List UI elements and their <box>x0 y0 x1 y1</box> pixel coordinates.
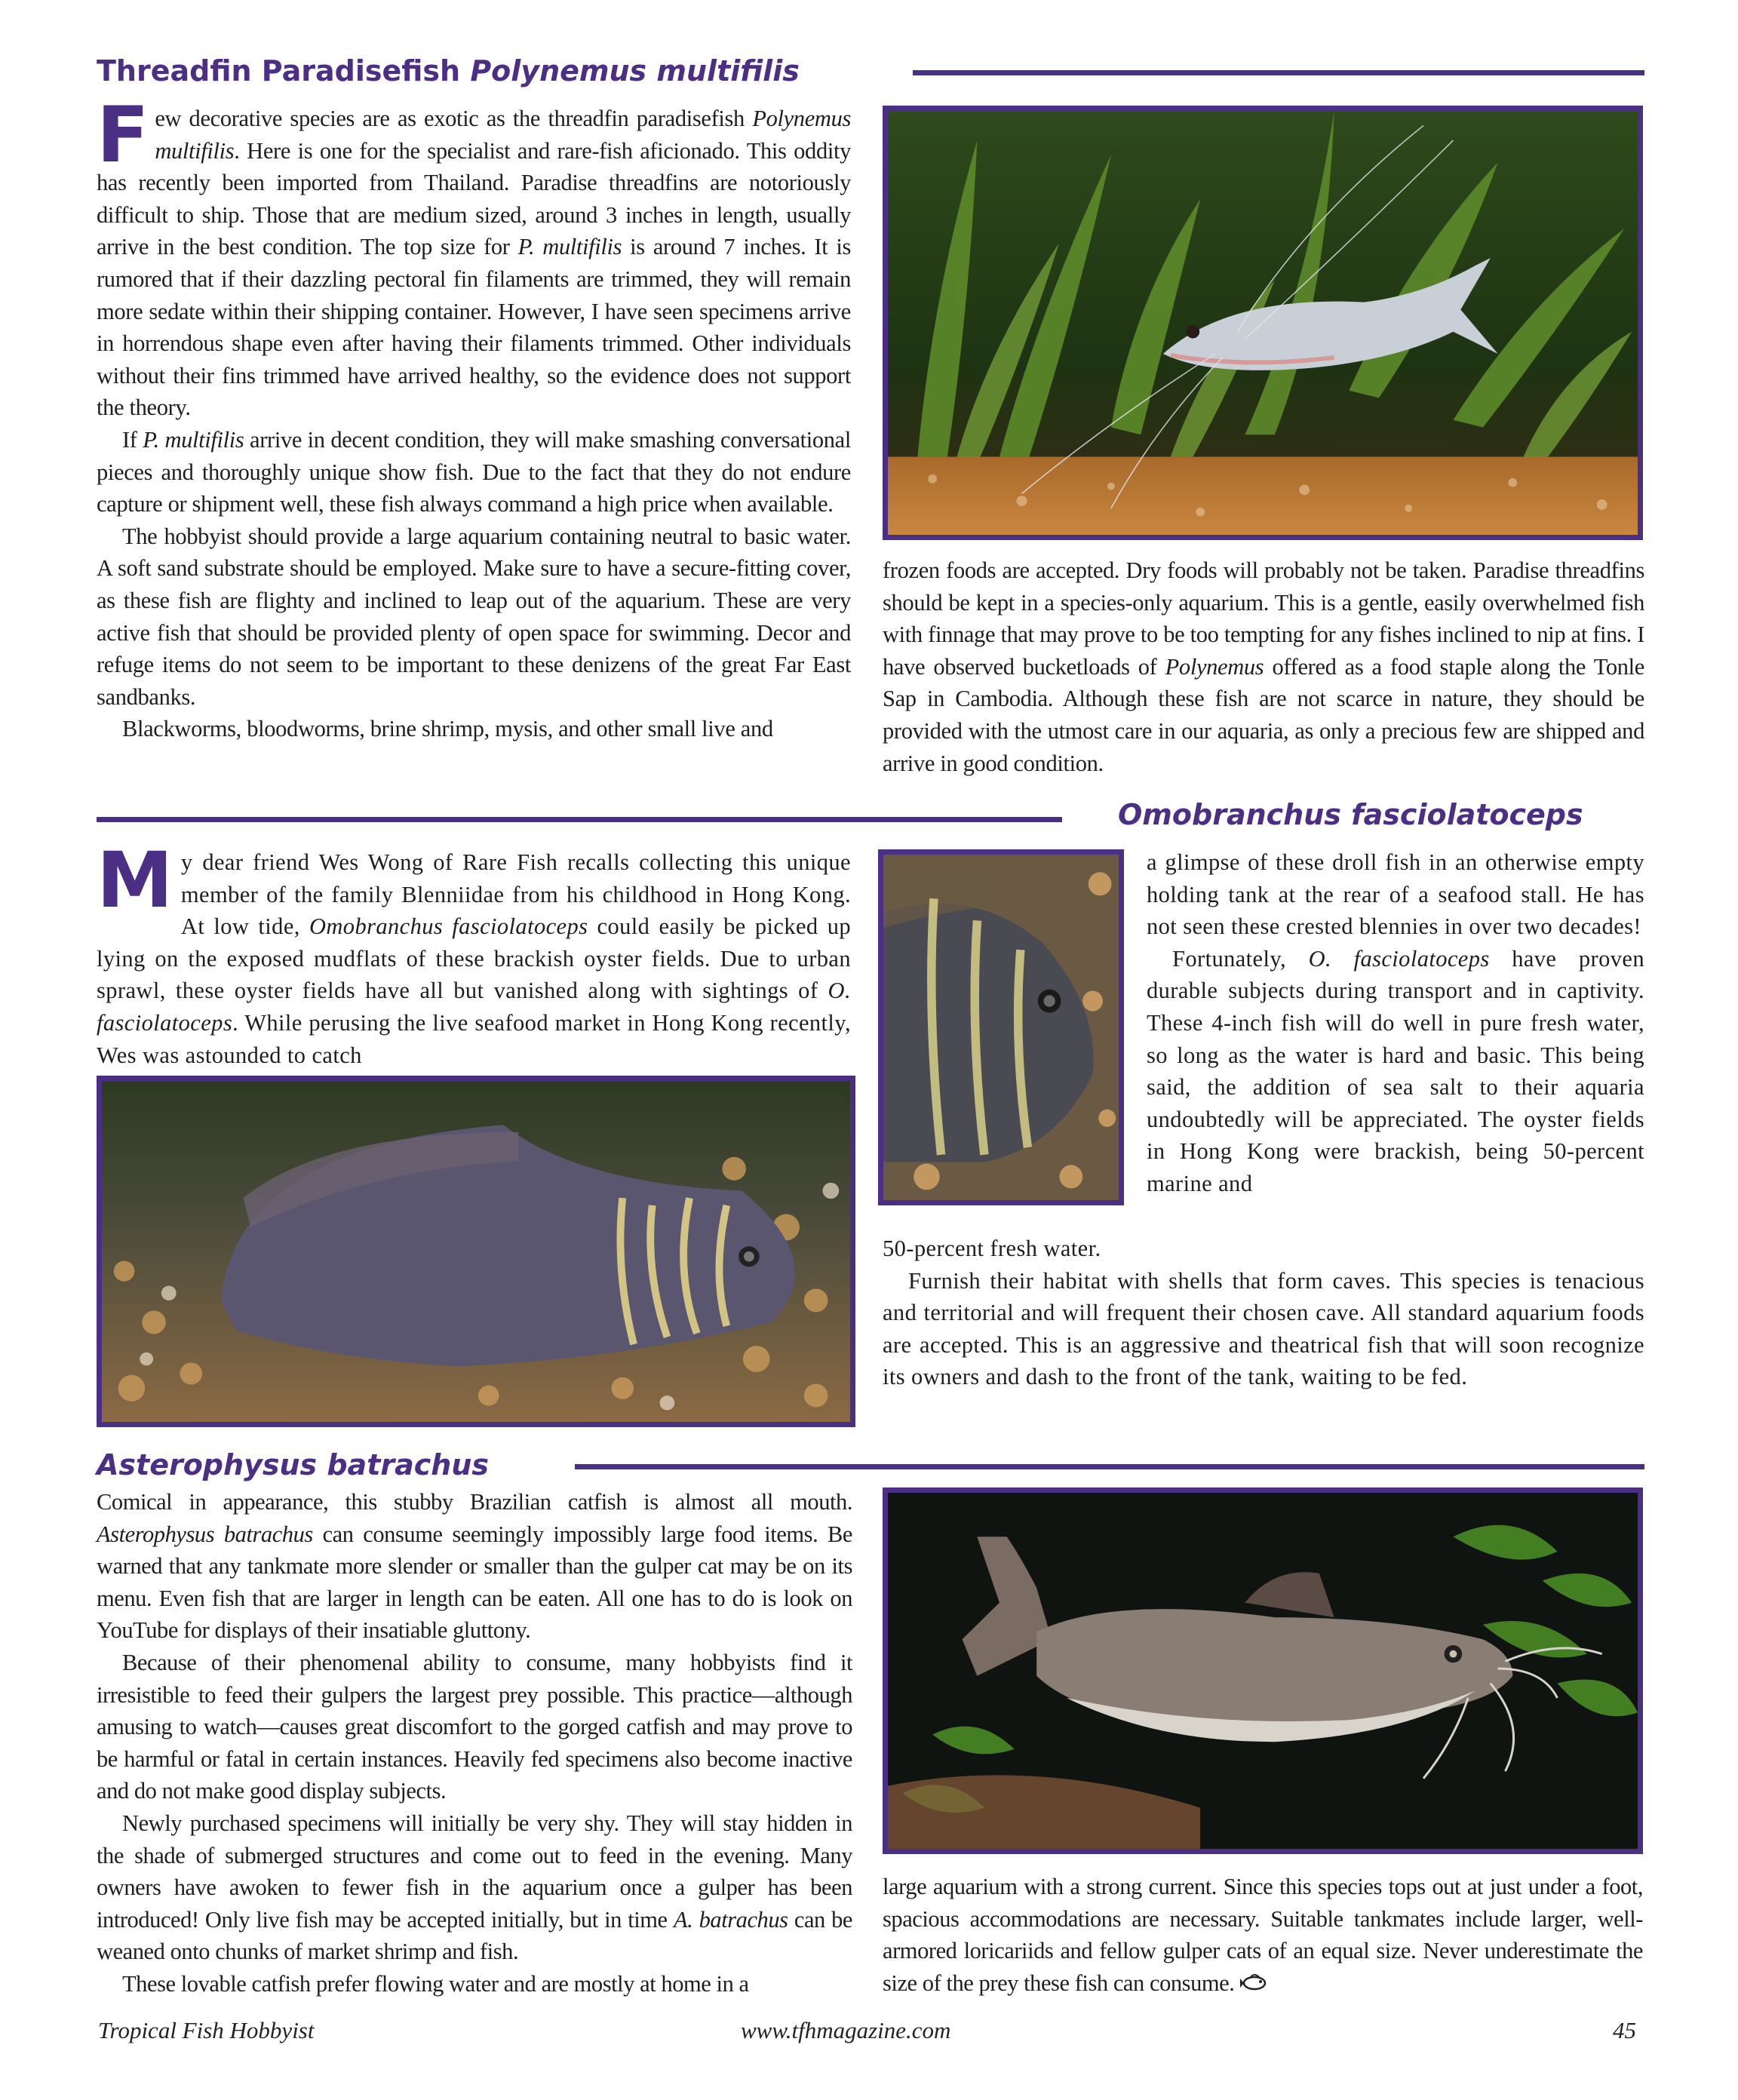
asterophysus-photo <box>883 1488 1643 1854</box>
omobranchus-text-left: My dear friend Wes Wong of Rare Fish recalls collecting this unique member of the family Blenniidae from his childhood in Hong Kong. At low tide, Omobranchus fasciolatoceps could easily be picked up lying on the exposed mudflats of these brackish oyster fields. Due to urban sprawl, these oyster fields have all but vanished along with sightings of O. fasciolatoceps. While perusing the live seafood market in Hong Kong recently, Wes was astounded to catch <box>97 836 851 1068</box>
asterophysus-heading-text: Asterophysus batrachus <box>97 1448 489 1481</box>
omobranchus-photo-small <box>878 849 1124 1205</box>
footer-magazine: Tropical Fish Hobbyist <box>98 2017 315 2043</box>
threadfin-heading-rule <box>913 70 1644 75</box>
omobranchus-heading <box>1118 798 1583 831</box>
asterophysus-heading-rule <box>575 1464 1644 1469</box>
drop-cap-m: M <box>97 836 173 926</box>
asterophysus-text-right: large aquarium with a strong current. Since this species tops out at just under a foot, spacious accommodations are necessary. Suitable tankmates include larger, well-armored loricariids and fellow gulper cats of an equal size. Never underestimate the size of the prey these fish can consume. <box>883 1871 1643 2001</box>
omobranchus-text-bottom: 50-percent fresh water. Furnish their habitat with shells that form caves. This species is tenacious and territorial and will frequent their chosen cave. All standard aquarium foods are accepted. This is an aggressive and theatrical fish that will soon recognize its owners and dash to the front of the tank, waiting to be fed. <box>883 1236 1644 1390</box>
threadfin-text-left: Few decorative species are as exotic as the threadfin paradisefish Polynemus multifilis. Here is one for the specialist and rare-fish aficionado. This oddity has recently been imported from Thailand. Paradise threadfins are notoriously difficult to ship. Those that are medium sized, around 3 inches in length, usually arrive in the best condition. The top size for P. multifilis is around 7 inches. It is rumored that if their dazzling pectoral fin filaments are trimmed, they will remain more sedate within their shipping container. However, I have seen specimens arrive in horrendous shape even after having their filaments trimmed. Other individuals without their fins trimmed have arrived healthy, so the evidence does not support the theory. If P. multifilis arrive in decent condition, they will make smashing conversational pieces and thoroughly unique show fish. Due to the fact that they do not endure capture or shipment well, these fish always command a high price when available. The hobbyist should provide a large aquarium containing neutral to basic water. A soft sand substrate should be employed. Make sure to have a secure-fitting cover, as these fish are flighty and inclined to leap out of the aquarium. These are very active fish that should be provided plenty of open space for swimming. Decor and refuge items do not seem to be important to these denizens of the great Far East sandbanks. Blackworms, bloodworms, brine shrimp, mysis, and other small live and <box>97 91 851 742</box>
asterophysus-text-left: Comical in appearance, this stubby Brazilian catfish is almost all mouth. Asterophysus batrachus can consume seemingly impossibly large food items. Be warned that any tankmate more slender or smaller than the gulper cat may be on its menu. Even fish that are larger in length can be eaten. All one has to do is look on YouTube for displays of their insatiable gluttony. Because of their phenomenal ability to consume, many hobbyists find it irresistible to feed their gulpers the largest prey possible. This practice—although amusing to watch—causes great discomfort to the gorged catfish and may prove to be harmful or fatal in certain instances. Heavily fed specimens also become inactive and do not make good display subjects. Newly purchased specimens will initially be very shy. They will stay hidden in the shade of submerged structures and come out to feed in the evening. Many owners have awoken to fewer fish in the aquarium once a gulper has been introduced! Only live fish may be accepted initially, but in time A. batrachus can be weaned onto chunks of market shrimp and fish. These lovable catfish prefer flowing water and are mostly at home in a <box>97 1489 853 1997</box>
omobranchus-heading-rule <box>97 817 1062 822</box>
omobranchus-photo-large <box>97 1076 855 1427</box>
asterophysus-heading <box>97 1448 489 1481</box>
threadfin-heading-plain: Threadfin Paradisefish <box>97 54 471 88</box>
end-mark-icon <box>1240 1969 1269 2001</box>
footer-page-number: 45 <box>1613 2017 1636 2043</box>
drop-cap-f: F <box>97 91 149 180</box>
threadfin-text-right: frozen foods are accepted. Dry foods will probably not be taken. Paradise threadfins should be kept in a species-only aquarium. This is a gentle, easily overwhelmed fish with finnage that may prove to be too tempting for any fishes inclined to nip at fins. I have observed bucketloads of Polynemus offered as a food staple along the Tonle Sap in Cambodia. Although these fish are not scarce in nature, they should be provided with the utmost care in our aquaria, as only a precious few are shipped and arrive in good condition. <box>883 557 1644 776</box>
threadfin-heading <box>97 54 800 88</box>
omobranchus-heading-text: Omobranchus fasciolatoceps <box>1118 798 1583 831</box>
footer-url[interactable]: www.tfhmagazine.com <box>741 2017 951 2043</box>
threadfin-heading-italic: Polynemus multifilis <box>470 54 800 88</box>
omobranchus-text-right: a glimpse of these droll fish in an otherwise empty holding tank at the rear of a seafood stall. He has not seen these crested blennies in over two decades! Fortunately, O. fasciolatoceps have proven durable subjects during transport and in captivity. These 4-inch fish will do well in pure fresh water, so long as the water is hard and basic. This being said, the addition of sea salt to their aquaria undoubtedly will be appreciated. The oyster fields in Hong Kong were brackish, being 50-percent marine and <box>1147 849 1644 1196</box>
threadfin-photo <box>883 106 1643 540</box>
